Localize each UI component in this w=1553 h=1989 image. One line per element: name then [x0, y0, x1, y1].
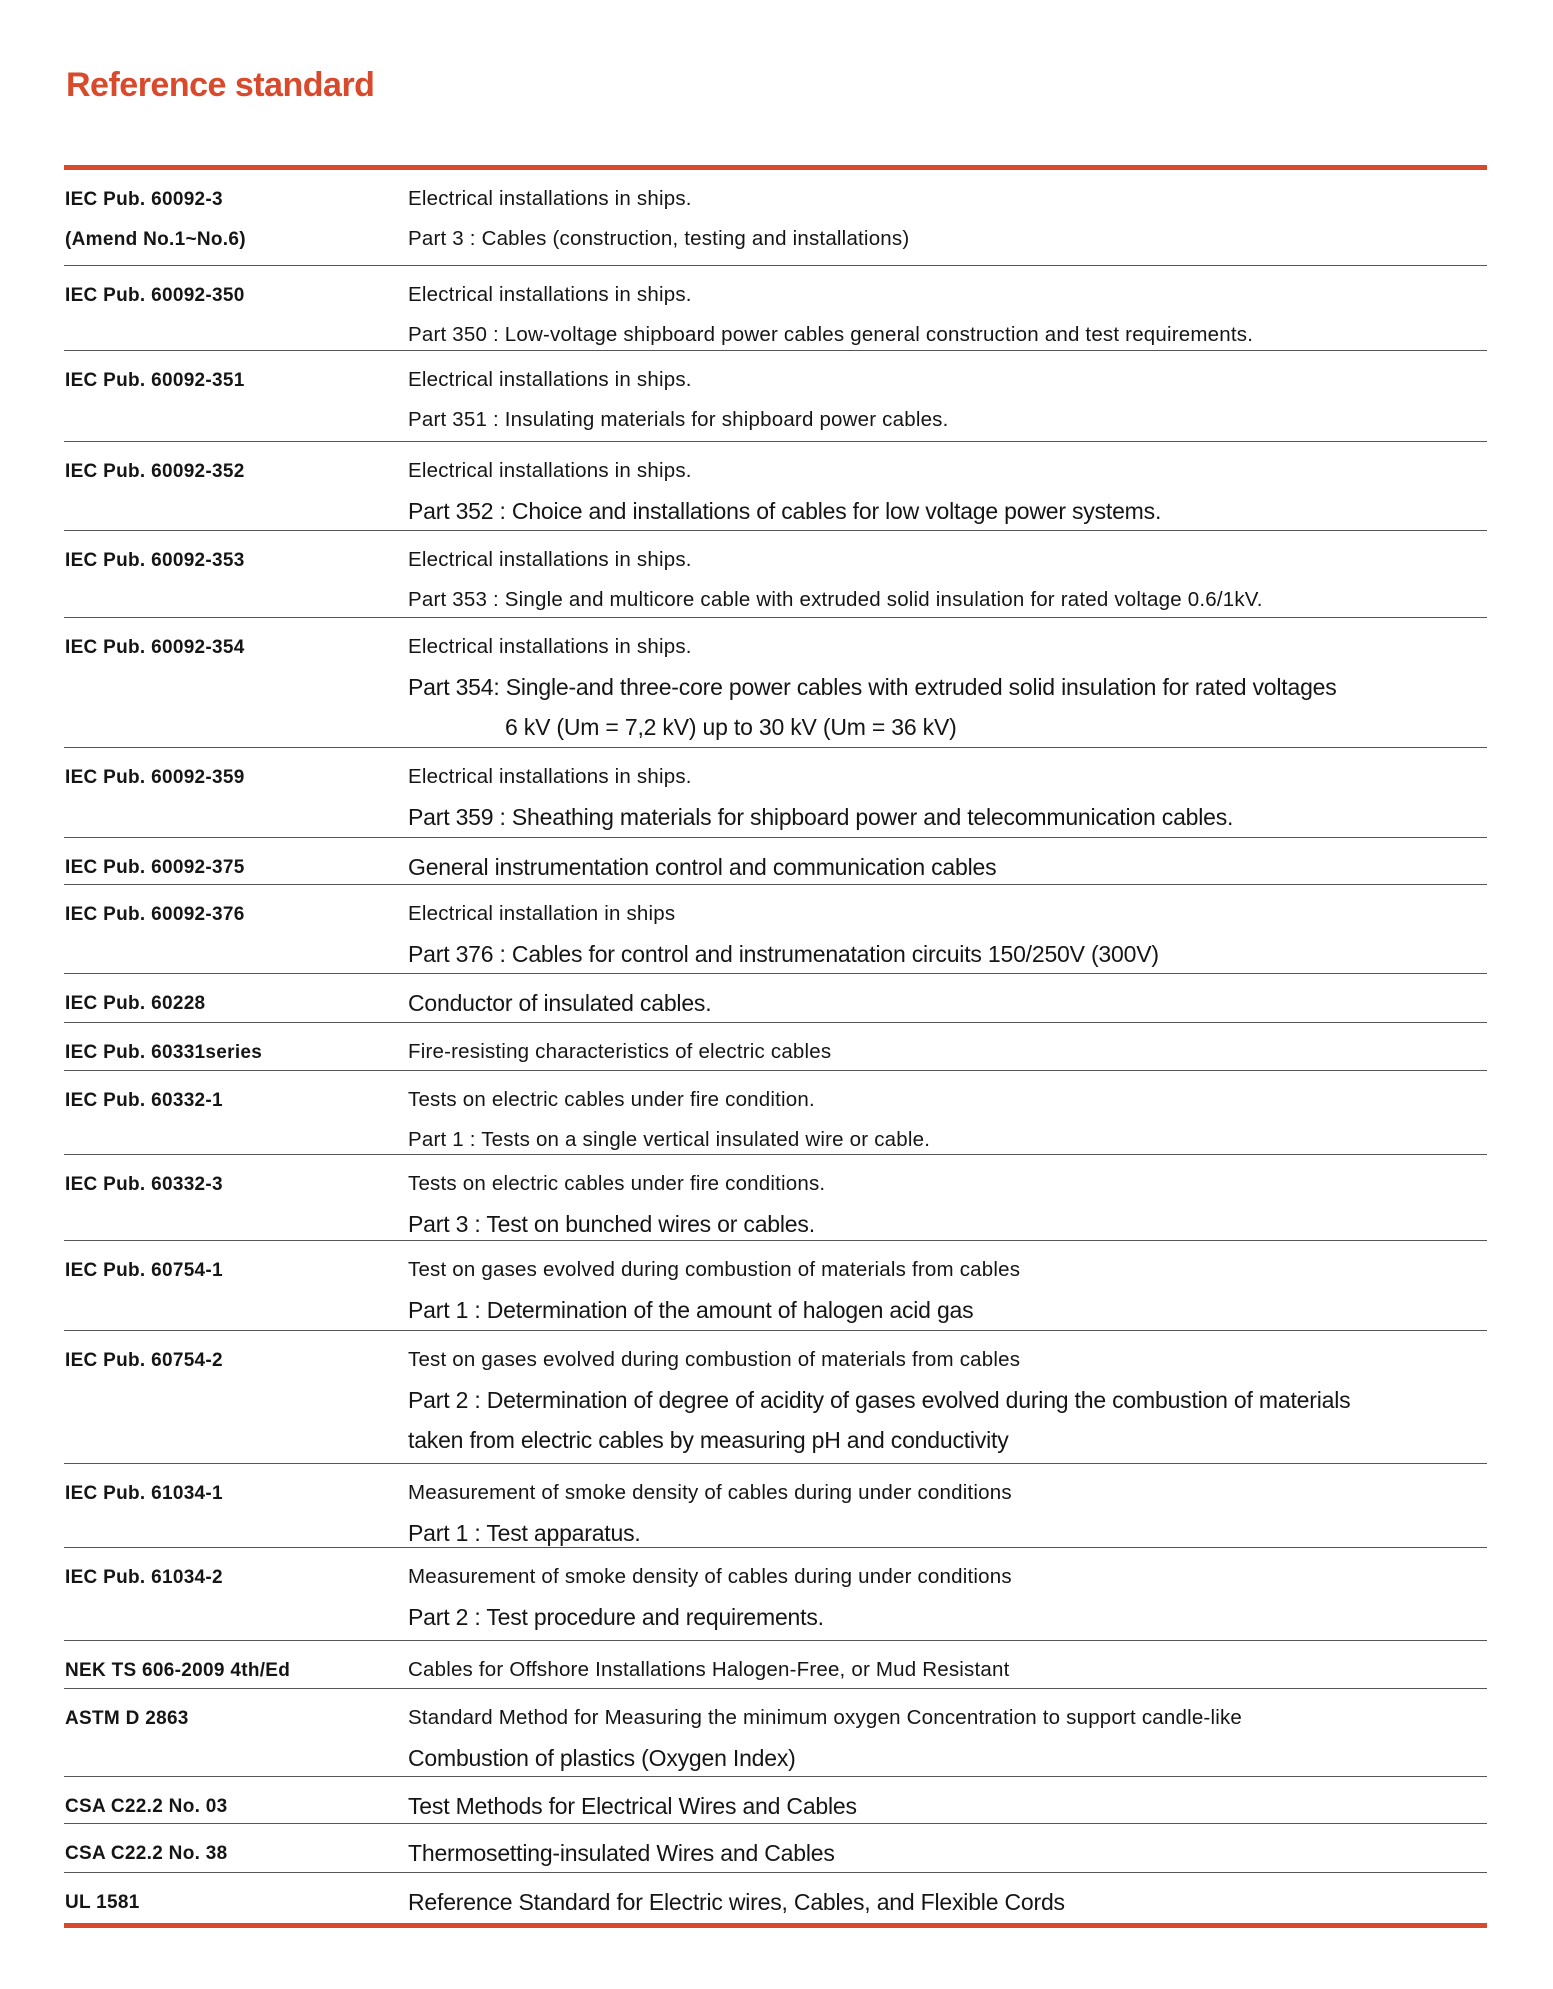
standard-code-line: IEC Pub. 60754-2 — [65, 1350, 223, 1371]
standard-code — [65, 895, 245, 935]
standard-code-line: IEC Pub. 60092-375 — [65, 857, 245, 878]
standard-code-line: IEC Pub. 60331series — [65, 1042, 263, 1063]
standard-code — [65, 1081, 223, 1121]
description-line: Part 354: Single-and three-core power cables with extruded solid insulation for rated voltages — [408, 674, 1337, 700]
description-line: Electrical installation in ships — [408, 902, 676, 925]
standard-code — [65, 276, 245, 316]
standard-code — [65, 541, 245, 581]
standard-description — [408, 1557, 1487, 1637]
standard-code-line: NEK TS 606-2009 4th/Ed — [65, 1660, 291, 1681]
description-line: Conductor of insulated cables. — [408, 990, 712, 1016]
standard-code — [65, 1165, 223, 1205]
description-line: Combustion of plastics (Oxygen Index) — [408, 1745, 796, 1771]
description-line: Reference Standard for Electric wires, Cables, and Flexible Cords — [408, 1889, 1065, 1915]
standard-description — [408, 1833, 1487, 1873]
table-row — [64, 748, 1487, 838]
standard-code — [65, 1033, 262, 1073]
standard-code-line: IEC Pub. 60092-376 — [65, 904, 245, 925]
bottom-accent-rule — [64, 1923, 1487, 1928]
standard-code — [65, 1787, 228, 1827]
description-line: Electrical installations in ships. — [408, 459, 692, 482]
standard-description — [408, 1650, 1487, 1690]
table-row — [64, 1777, 1487, 1824]
page-title: Reference standard — [66, 66, 375, 104]
description-line: Electrical installations in ships. — [408, 635, 692, 658]
description-line: Part 351 : Insulating materials for shipboard power cables. — [408, 408, 949, 431]
standard-description — [408, 360, 1487, 440]
description-line: Thermosetting-insulated Wires and Cables — [408, 1840, 835, 1866]
description-line: Part 1 : Test apparatus. — [408, 1520, 641, 1546]
standard-description — [408, 1340, 1487, 1460]
description-line: Tests on electric cables under fire condition. — [408, 1088, 815, 1111]
description-line: Part 2 : Test procedure and requirements. — [408, 1604, 824, 1630]
standard-description — [408, 894, 1487, 974]
table-row — [64, 1331, 1487, 1464]
standard-code-line: UL 1581 — [65, 1892, 140, 1913]
description-line: Measurement of smoke density of cables during under conditions — [408, 1481, 1012, 1504]
table-row — [64, 885, 1487, 974]
description-line: Electrical installations in ships. — [408, 187, 692, 210]
description-line: Test on gases evolved during combustion of materials from cables — [408, 1258, 1021, 1281]
standard-description — [408, 1080, 1487, 1160]
standard-code-line: IEC Pub. 60092-353 — [65, 550, 245, 571]
standard-code-line: IEC Pub. 60332-3 — [65, 1174, 223, 1195]
standard-description — [408, 757, 1487, 837]
standard-description — [408, 1882, 1487, 1922]
description-line: Part 353 : Single and multicore cable with extruded solid insulation for rated voltage 0.6/1kV. — [408, 588, 1263, 611]
standard-code — [65, 452, 245, 492]
table-row — [64, 618, 1487, 748]
standard-code-line: IEC Pub. 61034-2 — [65, 1567, 223, 1588]
standard-code-line: IEC Pub. 60754-1 — [65, 1260, 223, 1281]
standard-code-line: CSA C22.2 No. 38 — [65, 1843, 228, 1864]
standard-code — [65, 848, 245, 888]
standard-description — [408, 1698, 1487, 1778]
table-row — [64, 266, 1487, 351]
standard-code-line: IEC Pub. 60092-350 — [65, 285, 245, 306]
description-line: Electrical installations in ships. — [408, 283, 692, 306]
standards-table — [64, 170, 1487, 1926]
description-line: Part 352 : Choice and installations of cables for low voltage power systems. — [408, 498, 1162, 524]
standard-description — [408, 275, 1487, 355]
description-line: Part 3 : Test on bunched wires or cables. — [408, 1211, 815, 1237]
standard-code — [65, 1474, 223, 1514]
standard-code-line: IEC Pub. 60092-359 — [65, 767, 245, 788]
standard-code-line: ASTM D 2863 — [65, 1708, 189, 1729]
table-row — [64, 442, 1487, 531]
standard-code — [65, 758, 245, 798]
standard-code-line: IEC Pub. 60092-354 — [65, 637, 245, 658]
description-line: Part 1 : Determination of the amount of halogen acid gas — [408, 1297, 974, 1323]
standard-code — [65, 628, 245, 668]
table-row — [64, 838, 1487, 885]
standard-description — [408, 627, 1487, 747]
description-line: Fire-resisting characteristics of electric cables — [408, 1040, 832, 1063]
description-line: Electrical installations in ships. — [408, 548, 692, 571]
standard-description — [408, 179, 1487, 259]
description-line: Measurement of smoke density of cables during under conditions — [408, 1565, 1012, 1588]
standard-code — [65, 180, 246, 260]
standard-code — [65, 984, 205, 1024]
table-row — [64, 1689, 1487, 1777]
description-line: Test on gases evolved during combustion of materials from cables — [408, 1348, 1021, 1371]
standard-description — [408, 1473, 1487, 1553]
table-row — [64, 351, 1487, 442]
standard-code — [65, 1251, 223, 1291]
standard-description — [408, 1032, 1487, 1072]
standard-code-line: IEC Pub. 60228 — [65, 993, 206, 1014]
table-row — [64, 1548, 1487, 1641]
description-line: Tests on electric cables under fire conditions. — [408, 1172, 826, 1195]
description-line: Part 3 : Cables (construction, testing and installations) — [408, 227, 910, 250]
standard-description — [408, 847, 1487, 887]
standard-code — [65, 361, 245, 401]
standard-code — [65, 1341, 223, 1381]
description-line: Part 350 : Low-voltage shipboard power cables general construction and test requirements. — [408, 323, 1254, 346]
description-line: Cables for Offshore Installations Halogen-Free, or Mud Resistant — [408, 1658, 1010, 1681]
table-row — [64, 1071, 1487, 1155]
standard-description — [408, 983, 1487, 1023]
standard-code-line: IEC Pub. 61034-1 — [65, 1483, 223, 1504]
standard-code — [65, 1651, 290, 1691]
table-row — [64, 974, 1487, 1023]
description-line: General instrumentation control and communication cables — [408, 854, 997, 880]
table-row — [64, 1241, 1487, 1331]
table-row — [64, 1464, 1487, 1548]
standard-code-line: IEC Pub. 60092-3 — [65, 189, 223, 210]
description-line: Part 1 : Tests on a single vertical insulated wire or cable. — [408, 1128, 931, 1151]
description-line: Part 359 : Sheathing materials for shipboard power and telecommunication cables. — [408, 804, 1234, 830]
standard-code-line: IEC Pub. 60092-352 — [65, 461, 245, 482]
description-line: Electrical installations in ships. — [408, 368, 692, 391]
standard-code-line: CSA C22.2 No. 03 — [65, 1796, 228, 1817]
description-line: Part 2 : Determination of degree of acidity of gases evolved during the combustion of materials — [408, 1387, 1351, 1413]
standard-description — [408, 1786, 1487, 1826]
standard-code — [65, 1699, 189, 1739]
standard-code — [65, 1883, 140, 1923]
table-row — [64, 1873, 1487, 1926]
table-row — [64, 1023, 1487, 1071]
standard-code-line: IEC Pub. 60092-351 — [65, 370, 245, 391]
table-row — [64, 170, 1487, 266]
standard-code — [65, 1558, 223, 1598]
standard-description — [408, 1164, 1487, 1244]
description-line: Standard Method for Measuring the minimum oxygen Concentration to support candle-like — [408, 1706, 1243, 1729]
table-row — [64, 531, 1487, 618]
description-line: taken from electric cables by measuring pH and conductivity — [408, 1427, 1009, 1453]
standard-code-note: (Amend No.1~No.6) — [65, 229, 246, 250]
standard-description — [408, 540, 1487, 620]
description-line: Test Methods for Electrical Wires and Cables — [408, 1793, 857, 1819]
standard-description — [408, 451, 1487, 531]
description-line: Part 376 : Cables for control and instrumenatation circuits 150/250V (300V) — [408, 941, 1159, 967]
table-row — [64, 1824, 1487, 1873]
description-line: 6 kV (Um = 7,2 kV) up to 30 kV (Um = 36 kV) — [505, 714, 957, 740]
standard-code-line: IEC Pub. 60332-1 — [65, 1090, 223, 1111]
table-row — [64, 1155, 1487, 1241]
standard-code — [65, 1834, 228, 1874]
table-row — [64, 1641, 1487, 1689]
standard-description — [408, 1250, 1487, 1330]
description-line: Electrical installations in ships. — [408, 765, 692, 788]
